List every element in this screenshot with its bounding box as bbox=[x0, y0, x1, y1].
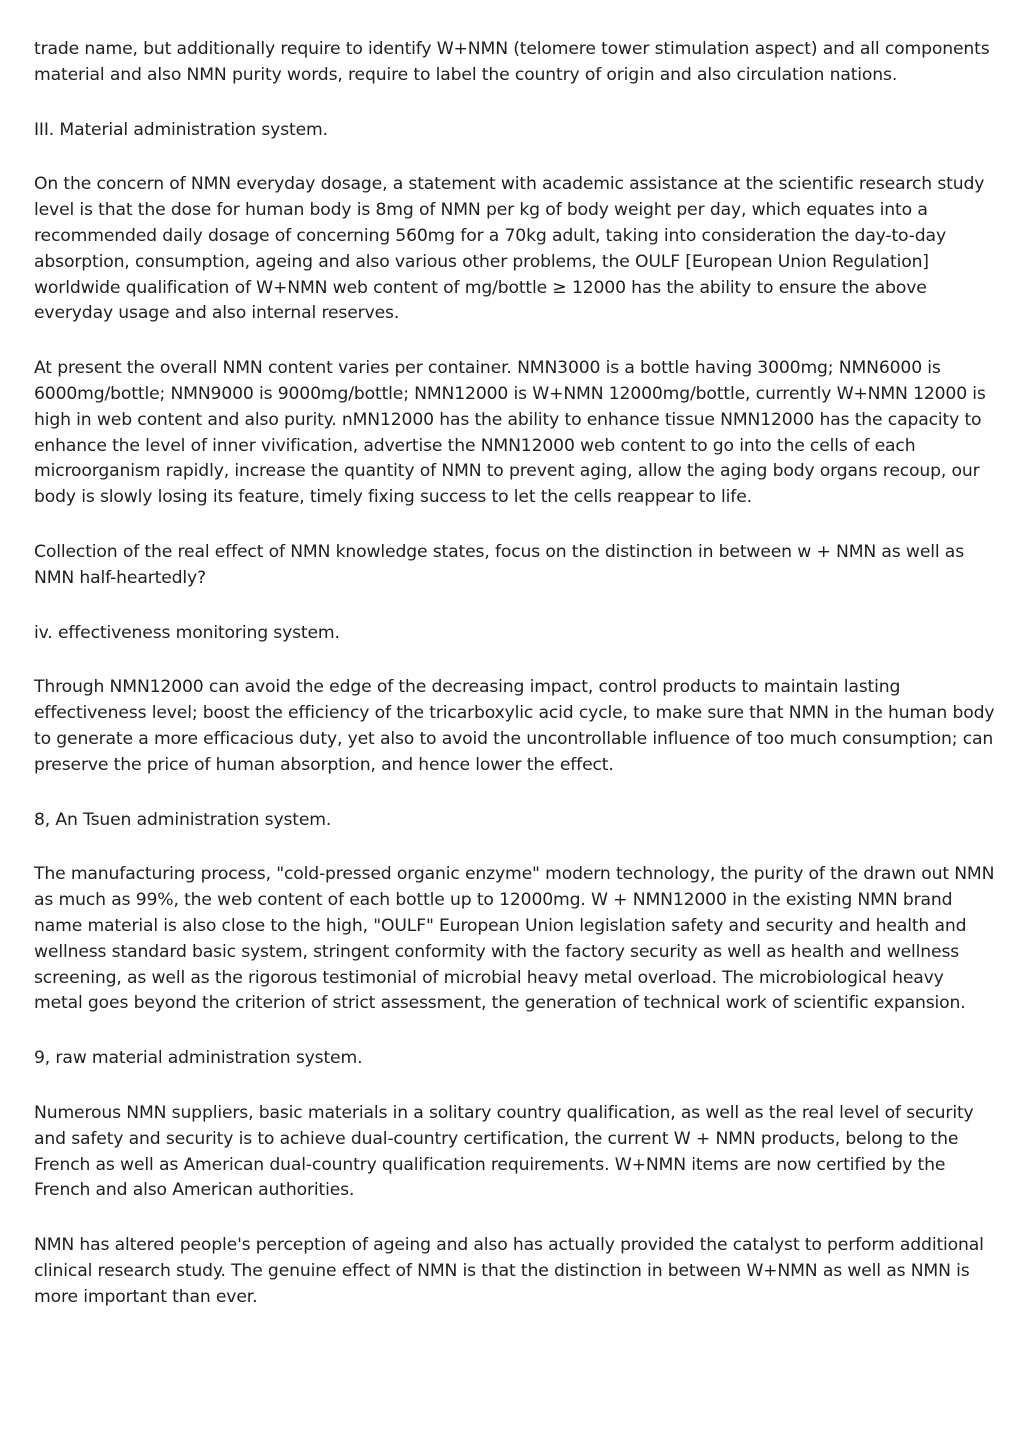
paragraph-collection-effect: Collection of the real effect of NMN knowledge states, focus on the distinction in between w + NMN as well as NMN half-heartedly? bbox=[34, 541, 964, 588]
paragraph-suppliers-certification: Numerous NMN suppliers, basic materials in a solitary country qualification, as well as the real level of security and safety and security is to achieve dual-country certification, the current W + NMN products, belong to the French as well as American dual-country qualification requirements. W+NMN items are now certified by the French and also American authorities. bbox=[34, 1102, 974, 1201]
paragraph-dosage: On the concern of NMN everyday dosage, a statement with academic assistance at the scientific research study level is that the dose for human body is 8mg of NMN per kg of body weight per day, which equates into a recommended daily dosage of concerning 560mg for a 70kg adult, taking into consideration the day-to-day absorption, consumption, ageing and also various other problems, the OULF [European Union Regulation] worldwide qualification of W+NMN web content of mg/bottle ≥ 12000 has the ability to ensure the above everyday usage and also internal reserves. bbox=[34, 174, 985, 324]
paragraph-conclusion: NMN has altered people's perception of ageing and also has actually provided the catalyst to perform additional clinical research study. The genuine effect of NMN is that the distinction in between W+NMN as well as NMN is more important than ever. bbox=[34, 1235, 984, 1307]
document-page bbox=[34, 37, 996, 1339]
paragraph-manufacturing-process: The manufacturing process, "cold-pressed organic enzyme" modern technology, the purity of the drawn out NMN as much as 99%, the web content of each bottle up to 12000mg. W + NMN12000 in the existing NMN brand name material is also close to the high, "OULF" European Union legislation safety and security and health and wellness standard basic system, stringent conformity with the factory security as well as health and wellness screening, as well as the rigorous testimonial of microbial heavy metal overload. The microbiological heavy metal goes beyond the criterion of strict assessment, the generation of technical work of scientific expansion. bbox=[34, 864, 995, 1014]
section-heading-an-tsuen-administration: 8, An Tsuen administration system. bbox=[34, 809, 332, 830]
paragraph-continuation: trade name, but additionally require to identify W+NMN (telomere tower stimulation aspect) and all components material and also NMN purity words, require to label the country of origin and also circulation nations. bbox=[34, 39, 990, 85]
section-heading-material-administration: III. Material administration system. bbox=[34, 119, 328, 140]
section-heading-effectiveness-monitoring: iv. effectiveness monitoring system. bbox=[34, 622, 340, 643]
section-heading-raw-material-administration: 9, raw material administration system. bbox=[34, 1048, 363, 1069]
paragraph-effectiveness: Through NMN12000 can avoid the edge of the decreasing impact, control products to maintain lasting effectiveness level; boost the efficiency of the tricarboxylic acid cycle, to make sure that NMN in the human body to generate a more efficacious duty, yet also to avoid the uncontrollable influence of too much consumption; can preserve the price of human absorption, and hence lower the effect. bbox=[34, 677, 995, 775]
paragraph-content-per-container: At present the overall NMN content varies per container. NMN3000 is a bottle having 3000mg; NMN6000 is 6000mg/bottle; NMN9000 is 9000mg/bottle; NMN12000 is W+NMN 12000mg/bottle, currently W+NMN 12000 is high in web content and also purity. nMN12000 has the ability to enhance tissue NMN12000 has the capacity to enhance the level of inner vivification, advertise the NMN12000 web content to go into the cells of each microorganism rapidly, increase the quantity of NMN to prevent aging, allow the aging body organs recoup, our body is slowly losing its feature, timely fixing success to let the cells reappear to life. bbox=[34, 358, 986, 508]
